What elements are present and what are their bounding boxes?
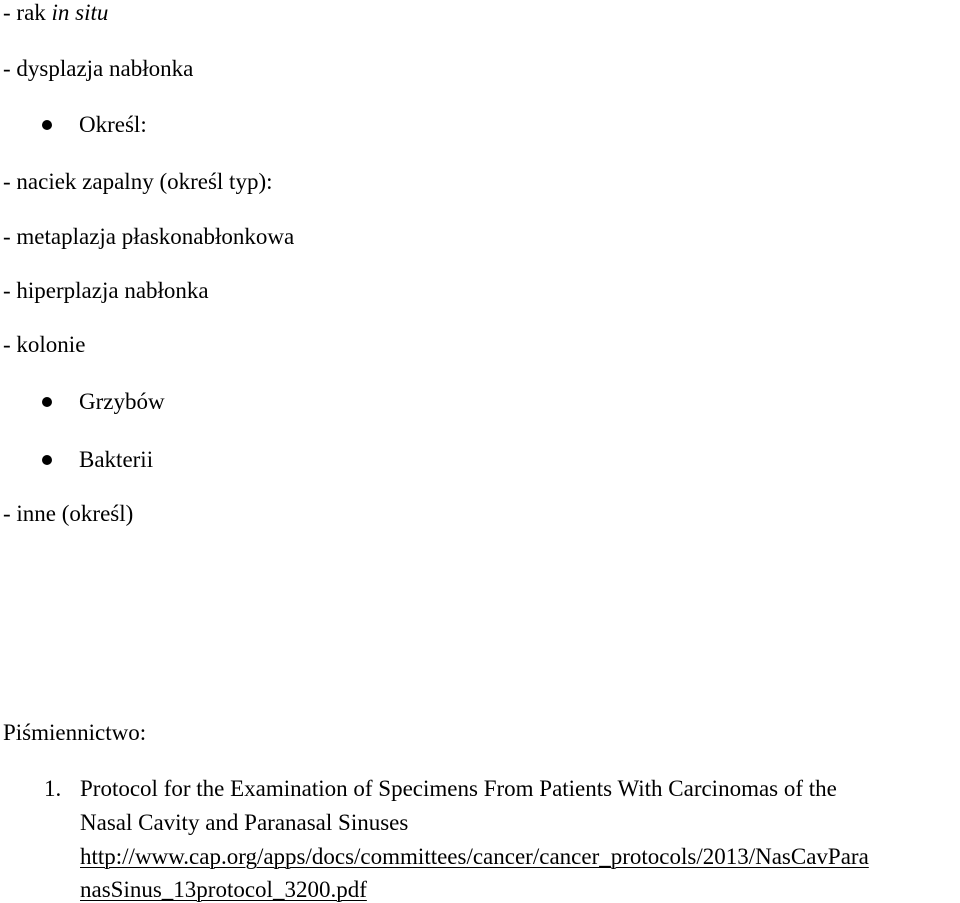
bullet-icon: [42, 455, 52, 465]
reference-number: 1.: [44, 776, 62, 801]
references-heading: Piśmiennictwo:: [3, 720, 147, 745]
reference-url-link-line-1[interactable]: http://www.cap.org/apps/docs/committees/cancer/cancer_protocols/2013/NasCavPara: [80, 844, 869, 869]
line-italic-text: in situ: [51, 0, 109, 25]
list-line-naciek: - naciek zapalny (określ typ):: [3, 169, 273, 194]
list-line-inne: - inne (określ): [3, 501, 134, 526]
list-line-metaplazja: - metaplazja płaskonabłonkowa: [3, 224, 295, 249]
line-text: - rak: [3, 0, 52, 25]
bullet-label: Określ:: [79, 112, 147, 137]
list-line-dysplazja: - dysplazja nabłonka: [3, 56, 194, 81]
list-line-kolonie: - kolonie: [3, 332, 86, 357]
reference-title-line-2: Nasal Cavity and Paranasal Sinuses: [80, 810, 409, 835]
reference-url-link-line-2[interactable]: nasSinus_13protocol_3200.pdf: [80, 877, 367, 902]
bullet-label: Bakterii: [79, 447, 154, 472]
reference-title-line-1: Protocol for the Examination of Specimens From Patients With Carcinomas of the: [80, 776, 837, 801]
bullet-icon: [42, 120, 52, 130]
bullet-label: Grzybów: [79, 389, 165, 414]
bullet-icon: [42, 397, 52, 407]
list-line-rak-in-situ: [3, 1, 108, 24]
list-line-hiperplazja: - hiperplazja nabłonka: [3, 278, 209, 303]
